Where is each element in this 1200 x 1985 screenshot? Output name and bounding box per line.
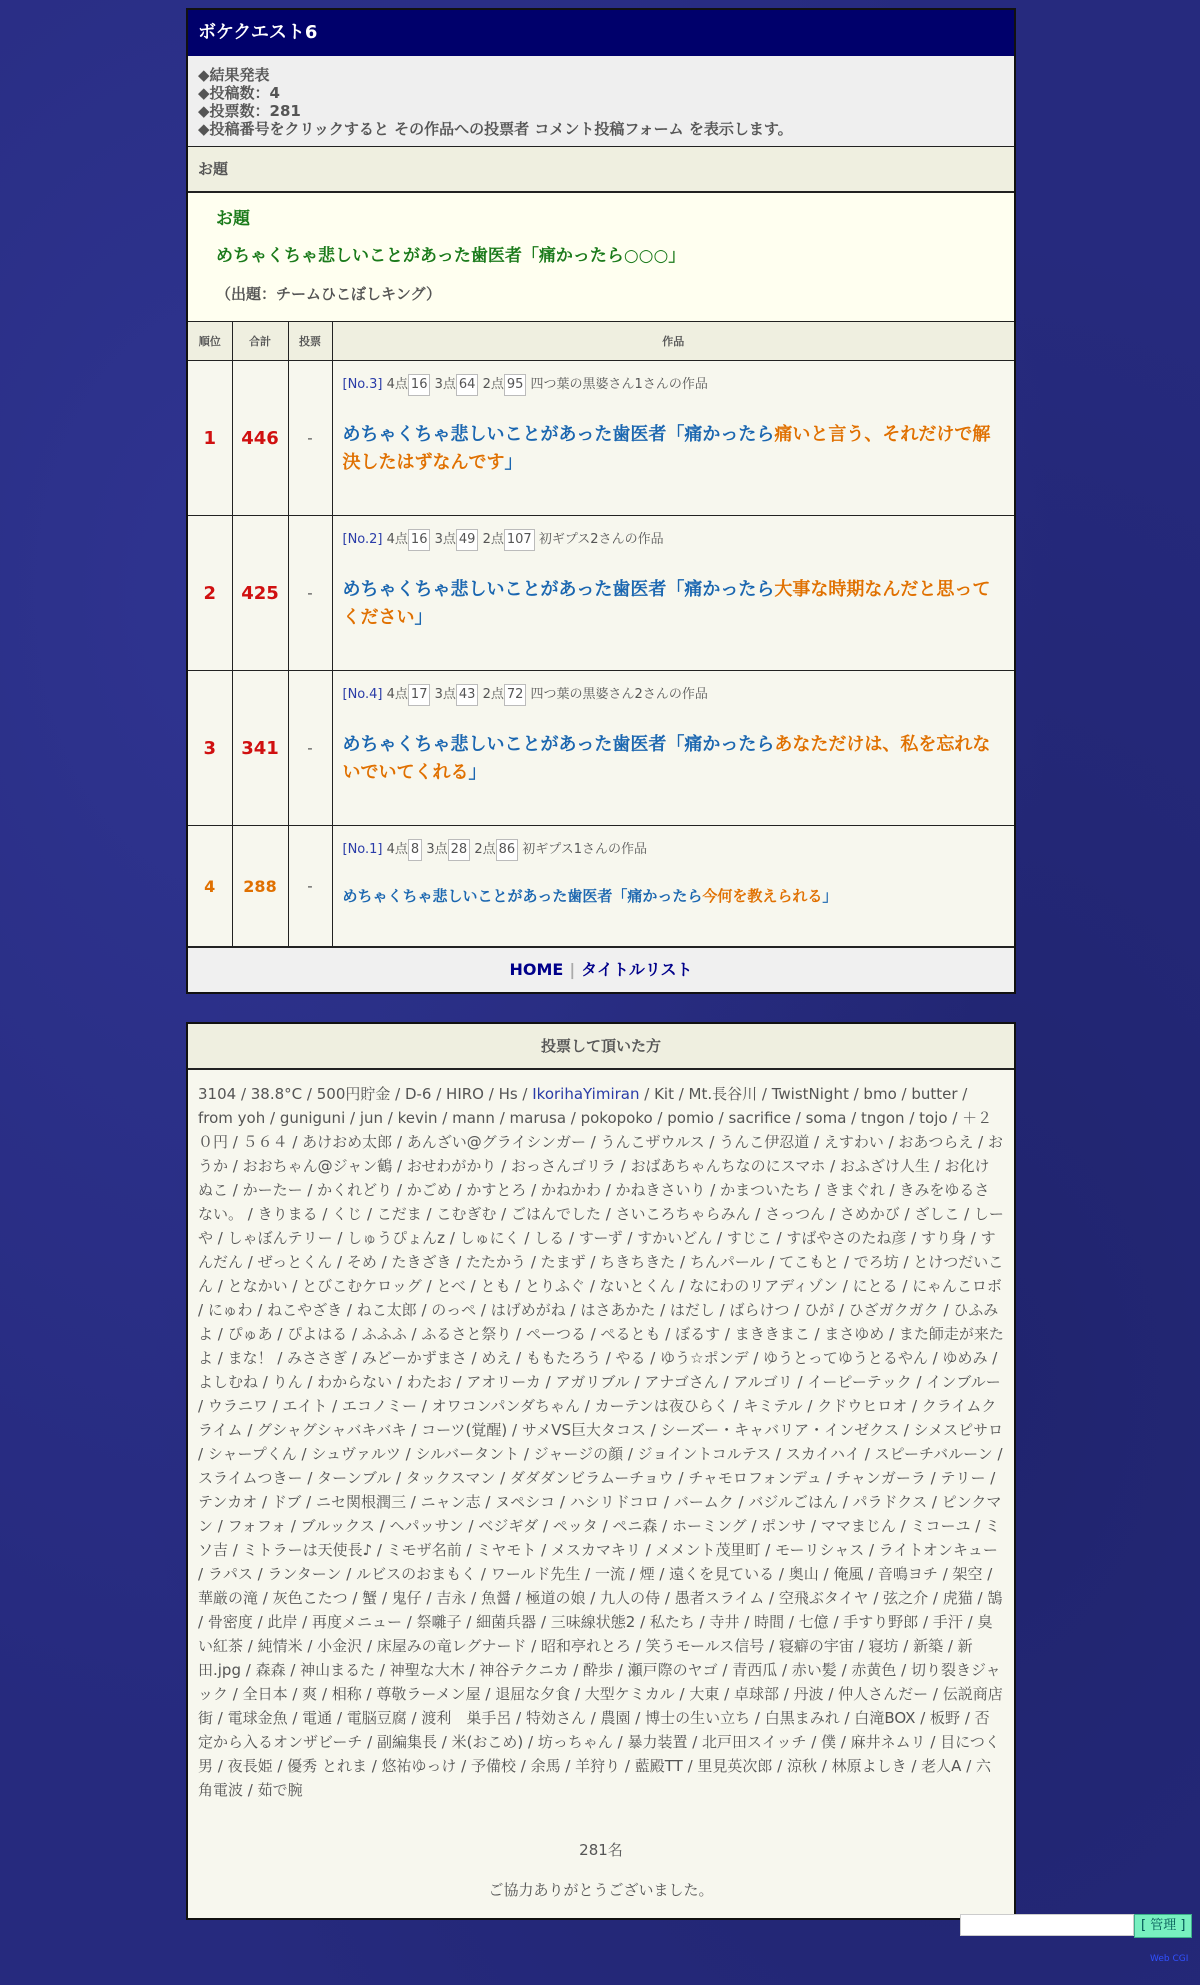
entry-meta [343,838,1005,864]
entry-answer: 今何を教えられる [702,887,823,905]
points-2-label: 2点 [482,377,504,392]
voter-name-highlight: IkorihaYimiran [532,1085,640,1103]
theme-text: めちゃくちゃ悲しいことがあった歯医者「痛かったら○○○」 [216,246,686,266]
admin-area [960,1914,1192,1936]
points-3-label: 3点 [434,532,456,547]
work-cell [332,826,1014,948]
entry-number-link[interactable]: [No.3] [342,377,383,392]
entry-close: 」 [822,887,838,905]
footer-credit-link[interactable]: Web CGI [1150,1954,1189,1964]
info-line: ◆投票数：281 [198,102,301,120]
entry-meta [343,683,1005,709]
points-2-count: 95 [504,374,527,396]
vote-cell: - [288,671,332,826]
total-cell: 425 [232,516,288,671]
entry-prefix: めちゃくちゃ悲しいことがあった歯医者「痛かったら [342,424,775,445]
theme-author: （出題：チームひこぼしキング） [216,285,442,303]
points-4-count: 17 [408,684,431,706]
rank-cell: 3 [188,671,232,826]
voters-panel [186,1022,1016,1920]
points-4-label: 4点 [386,842,408,857]
theme-section-header: お題 [188,147,1014,193]
entry-close: 」 [414,607,433,628]
table-header-row [188,322,1014,361]
entry-number-link[interactable]: [No.1] [342,842,383,857]
entry-close: 」 [504,452,523,473]
vote-cell: - [288,826,332,948]
footer-nav [188,948,1014,992]
rank-cell: 4 [188,826,232,948]
entry-text [343,576,1005,632]
entry-author: 四つ葉の黒婆さん2さんの作品 [530,687,708,702]
admin-password-input[interactable] [960,1914,1134,1936]
entry-prefix: めちゃくちゃ悲しいことがあった歯医者「痛かったら [342,887,703,905]
points-4-count: 16 [408,374,431,396]
title-list-link[interactable]: タイトルリスト [581,960,693,979]
page-title: ボケクエスト6 [188,10,1014,56]
points-2-label: 2点 [482,687,504,702]
points-3-label: 3点 [426,842,448,857]
home-link[interactable]: HOME [509,960,564,979]
voter-names-list [198,1082,1004,1826]
points-2-count: 107 [504,529,535,551]
entry-author: 四つ葉の黒婆さん1さんの作品 [530,377,708,392]
vote-cell: - [288,516,332,671]
results-panel [186,8,1016,994]
column-header-rank: 順位 [188,322,232,361]
voters-body [188,1070,1014,1918]
entry-text [343,882,1005,910]
results-table [188,322,1014,948]
points-4-label: 4点 [386,377,408,392]
info-box [188,56,1014,147]
entry-author: 初ギプス1さんの作品 [522,842,648,857]
table-row [188,516,1014,671]
vote-cell: - [288,361,332,516]
points-4-label: 4点 [386,532,408,547]
theme-box [188,193,1014,322]
points-4-count: 8 [408,839,422,861]
entry-text [343,731,1005,787]
info-line: ◆投稿番号をクリックすると その作品への投票者 コメント投稿フォーム を表示します。 [198,120,793,138]
entry-meta [343,373,1005,399]
work-cell [332,361,1014,516]
voter-names-text: / Kit / Mt.長谷川 / TwistNight / bmo / butter / from yoh / guniguni / jun / kevin / mann / marusa / pokopoko / pomio / sacrifice / soma / tngon / tojo / ＋２０円 / ５６４ / あけおめ太郎 / あんざい@グライシンガー / うんこザウルス / うんこ伊忍道 / えすわい / おあつらえ / おうか / おおちゃん@ジャン鶴 / おせわがかり / おっさんゴリラ / おばあちゃんちなのにスマホ / おふざけ人生 / お化けぬこ / かーたー / かくれどり / かごめ / かすとろ / かねかわ / かねきさいり / かまついたち / きまぐれ / きみをゆるさない。 / きりまる / くじ / こだま / こむぎむ / ごはんでした / さいころちゃらみん / さっつん / さめかび / ざしこ / しーや / しゃぼんテリー / しゅうぴょんz / しゅにく / しる / すーず / すかいどん / すじこ / すばやさのたね彦 / すり身 / すんだん / ぜっとくん / そめ / たきざき / たたかう / たまず / ちきちきた / ちんパール / てこもと / でろ坊 / とけつだいこん / となかい / とびこむケロッグ / とべ / とも / とりふぐ / ないとくん / なにわのリアディゾン / にとる / にゃんこロボ / にゅわ / ねこやざき / ねこ太郎 / のっぺ / はげめがね / はさあかた / はだし / ばらけつ / ひが / ひざガクガク / ひふみよ / ぴゅあ / ぴよはる / ふふふ / ふるさと祭り / ぺーつる / ぺるとも / ぼるす / まききまこ / まさゆめ / また師走が来たよ / まな！ / みささぎ / みどーかずまさ / めえ / ももたろう / やる / ゆう☆ポンデ / ゆうとってゆうとるやん / ゆめみ / よしむね / りん / わからない / わたお / アオリーカ / アガリブル / アナゴさん / アルゴリ / イーピーテック / インブルー / ウラニワ / エイト / エコノミー / オワコンパンダちゃん / カーテンは夜ひらく / キミテル / クドウヒロオ / クライムクライム / グシャグシャバキバキ / コーツ(覚醒) / サメVS巨大タコス / シーズー・キャバリア・インゼクス / シメスピサロ / シャープくん / シュヴァルツ / シルバータント / ジャージの顔 / ジョイントコルテス / スカイハイ / スピーチバルーン / スライムつきー / ターンブル / タックスマン / ダダダンビラムーチョウ / チャモロフォンデュ / チャンガーラ / テリー / テンカオ / ドブ / ニセ関根潤三 / ニャン志 / ヌペシコ / ハシリドコロ / バームク / バジルごはん / パラドクス / ピンクマン / フォフォ / ブルックス / ヘパッサン / ベジギダ / ペッタ / ペニ森 / ホーミング / ポンサ / ママまじん / ミコーユ / ミソ吉 / ミトラーは天使長♪ / ミモザ名前 / ミヤモト / メスカマキリ / メメント茂里町 / モーリシャス / ライトオンキュー / ラパス / ランターン / ルビスのおまもく / ワールド先生 / 一流 / 煙 / 遠くを見ている / 奥山 / 俺風 / 音鳴ヨチ / 架空 / 華厳の滝 / 灰色こたつ / 蟹 / 鬼仔 / 吉永 / 魚醤 / 極道の娘 / 九人の侍 / 愚者スライム / 空飛ぶタイヤ / 弦之介 / 虎猫 / 鵠 / 骨密度 / 此岸 / 再度メニュー / 祭囃子 / 細菌兵器 / 三味線状態2 / 私たち / 寺井 / 時間 / 七億 / 手すり野郎 / 手汗 / 臭い紅茶 / 純情米 / 小金沢 / 床屋みの竜レグナード / 昭和亭れとろ / 笑うモールス信号 / 寝癖の宇宙 / 寝坊 / 新築 / 新田.jpg / 森森 / 神山まるた / 神聖な大木 / 神谷テクニカ / 酔歩 / 瀬戸際のヤゴ / 青西瓜 / 赤い髪 / 赤黄色 / 切り裂きジャック / 全日本 / 爽 / 相称 / 尊敬ラーメン屋 / 退屈な夕食 / 大型ケミカル / 大東 / 卓球部 / 丹波 / 仲人さんだー / 伝説商店街 / 電球金魚 / 電通 / 電脳豆腐 / 渡利 巣手呂 / 特効さん / 農園 / 博士の生い立ち / 白黒まみれ / 白滝BOX / 板野 / 否定から入るオンザビーチ / 副編集長 / 米(おこめ) / 坊っちゃん / 暴力装置 / 北戸田スイッチ / 僕 / 麻井ネムリ / 目につく男 / 夜長姫 / 優秀 とれま / 悠祐ゆっけ / 予備校 / 余馬 / 羊狩り / 藍殿TT / 里見英次郎 / 涼秋 / 林原よしき / 老人A / 六角電波 / 茹で腕 [198,1085,1004,1799]
voter-count: 281名 [579,1841,623,1859]
column-header-total: 合計 [232,322,288,361]
rank-cell: 1 [188,361,232,516]
points-2-count: 86 [496,839,519,861]
total-cell: 341 [232,671,288,826]
info-line: ◆結果発表 [198,66,270,84]
points-2-label: 2点 [474,842,496,857]
points-3-count: 43 [456,684,479,706]
entry-close: 」 [468,762,487,783]
table-row [188,826,1014,948]
nav-separator: | [569,960,576,979]
points-3-count: 28 [448,839,471,861]
work-cell [332,516,1014,671]
entry-prefix: めちゃくちゃ悲しいことがあった歯医者「痛かったら [342,579,775,600]
admin-button[interactable]: [ 管理 ] [1134,1914,1192,1938]
points-2-label: 2点 [482,532,504,547]
voter-thanks: ご協力ありがとうございました。 [488,1881,714,1899]
entry-answer: 大事な時期なんだと思ってください [342,579,991,628]
table-row [188,671,1014,826]
info-line: ◆投稿数：4 [198,84,280,102]
voters-section-header: 投票して頂いた方 [188,1024,1014,1070]
points-3-count: 49 [456,529,479,551]
entry-prefix: めちゃくちゃ悲しいことがあった歯医者「痛かったら [342,734,775,755]
entry-text [343,421,1005,477]
voter-names-text: 3104 / 38.8°C / 500円貯金 / D-6 / HIRO / Hs / [198,1085,533,1103]
entry-number-link[interactable]: [No.4] [342,687,383,702]
entry-answer: あなただけは、私を忘れないでいてくれる [342,734,991,783]
theme-label: お題 [216,209,250,229]
total-cell: 446 [232,361,288,516]
points-3-label: 3点 [434,687,456,702]
work-cell [332,671,1014,826]
points-2-count: 72 [504,684,527,706]
column-header-work: 作品 [332,322,1014,361]
entry-author: 初ギプス2さんの作品 [538,532,664,547]
rank-cell: 2 [188,516,232,671]
table-row [188,361,1014,516]
entry-answer: 痛いと言う、それだけで解決したはずなんです [342,424,991,473]
points-4-label: 4点 [386,687,408,702]
total-cell: 288 [232,826,288,948]
points-4-count: 16 [408,529,431,551]
points-3-label: 3点 [434,377,456,392]
entry-meta [343,528,1005,554]
column-header-vote: 投票 [288,322,332,361]
points-3-count: 64 [456,374,479,396]
entry-number-link[interactable]: [No.2] [342,532,383,547]
